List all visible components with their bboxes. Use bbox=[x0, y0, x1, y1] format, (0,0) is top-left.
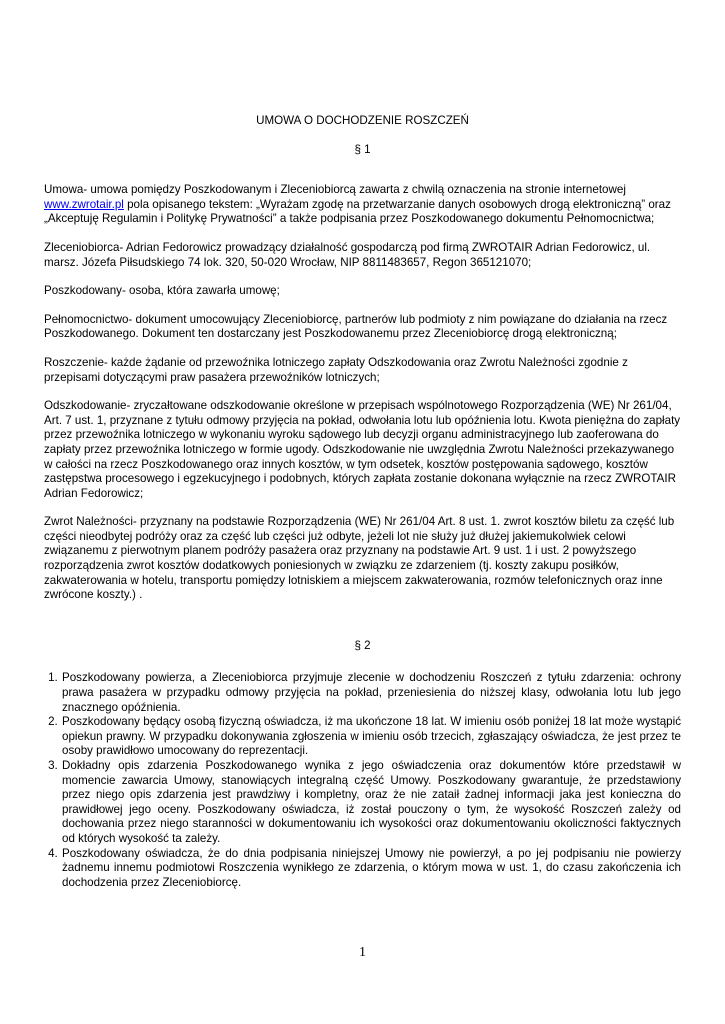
website-link[interactable]: www.zwrotair.pl bbox=[44, 197, 124, 211]
definition-odszkodowanie: Odszkodowanie- zryczałtowane odszkodowanie określone w przepisach wspólnotowego Rozporządzenia (WE) Nr 261/04, Art. 7 ust. 1, przyznane z tytułu odmowy przyjęcia na pokład, odwołania lotu lub opóźnienia lotu. Kwota pieniężna do zapłaty przez przewoźnika lotniczego w wykonaniu wyroku sądowego lub decyzji organu administracyjnego lub zaoferowana do zapłaty przez przewoźnika lotniczego w formie ugody. Odszkodowanie nie uwzględnia Zwrotu Należności przekazywanego w całości na rzecz Poszkodowanego oraz innych kosztów, w tym odsetek, kosztów postępowania sądowego, kosztów zastępstwa procesowego i egzekucyjnego i podobnych, których zapłata zostanie dokonana wyłącznie na rzecz ZWROTAIR Adrian Fedorowicz; bbox=[44, 399, 681, 500]
definition-pelnomocnictwo: Pełnomocnictwo- dokument umocowujący Zleceniobiorcę, partnerów lub podmioty z nim powiązane do działania na rzecz Poszkodowanego. Dokument ten dostarczany jest Poszkodowanemu przez Zleceniobiorcę drogą elektroniczną; bbox=[44, 312, 668, 341]
list-item: 4. Poszkodowany oświadcza, że do dnia podpisania niniejszej Umowy nie powierzył, a po jej podpisaniu nie powierzy żadnemu innemu podmiotowi Roszczenia wynikłego ze zdarzenia, o którym mowa w ust. 1, do czasu zakończenia ich dochodzenia przez Zleceniobiorcę. bbox=[61, 847, 681, 891]
definition-poszkodowany: Poszkodowany- osoba, która zawarła umowę; bbox=[44, 284, 280, 298]
list-item: 3. Dokładny opis zdarzenia Poszkodowanego wynika z jego oświadczenia oraz dokumentów które przedstawił w momencie zawarcia Umowy, stanowiących integralną część Umowy. Poszkodowany gwarantuje, że przedstawiony przez niego opis zdarzenia jest prawdziwy i kompletny, oraz że nie zataił żadnej informacji jaka jest konieczna do prawidłowej jego oceny. Poszkodowany oświadcza, iż został pouczony o tym, że wysokość Roszczeń zależy od dochowania przez niego staranności w dokumentowaniu ich wysokości oraz dokumentowaniu okoliczności faktycznych od których wysokość ta zależy. bbox=[61, 759, 681, 847]
section-2-list bbox=[44, 671, 681, 890]
definition-umowa-text-cont: pola opisanego tekstem: „Wyrażam zgodę na przetwarzanie danych osobowych drogą elektroniczną” oraz „Akceptuję Regulamin i Politykę Prywatności” a także podpisania przez Poszkodowanego dokumentu Pełnomocnictwa; bbox=[44, 197, 671, 226]
page-number: 1 bbox=[359, 945, 366, 960]
definition-zwrot-naleznosci: Zwrot Należności- przyznany na podstawie Rozporządzenia (WE) Nr 261/04 Art. 8 ust. 1. zwrot kosztów biletu za część lub części nieodbytej podróży oraz za część lub części już odbyte, jeżeli lot nie służy już dłużej jakiemukolwiek celowi związanemu z pierwotnym planem podróży pasażera oraz przyznany na podstawie Art. 9 ust. 1 i ust. 2 powyższego rozporządzenia zwrot kosztów dodatkowych poniesionych w związku ze zdarzeniem (tj. koszty zakupu posiłków, zakwaterowania w hotelu, transportu pomiędzy lotniskiem a miejscem zakwaterowania, rozmów telefonicznych oraz inne zwrócone koszty.) . bbox=[44, 515, 675, 602]
definition-zleceniobiorca: Zleceniobiorca- Adrian Fedorowicz prowadzący działalność gospodarczą pod firmą ZWROTAIR Adrian Fedorowicz, ul. marsz. Józefa Piłsudskiego 74 lok. 320, 50-020 Wrocław, NIP 8811483657, Regon 365121070; bbox=[44, 240, 651, 269]
definition-roszczenie: Roszczenie- każde żądanie od przewoźnika lotniczego zapłaty Odszkodowania oraz Zwrotu Należności zgodnie z przepisami dotyczącymi praw pasażera przewoźników lotniczych; bbox=[44, 355, 628, 384]
list-item: 2. Poszkodowany będący osobą fizyczną oświadcza, iż ma ukończone 18 lat. W imieniu osób poniżej 18 lat może wystąpić opiekun prawny. W przypadku dokonywania zgłoszenia w imieniu osób trzecich, zgłaszający oświadcza, że jest przez te osoby prawidłowo umocowany do reprezentacji. bbox=[61, 715, 681, 759]
section-1-heading: § 1 bbox=[354, 142, 371, 156]
document-title: UMOWA O DOCHODZENIE ROSZCZEŃ bbox=[256, 114, 469, 127]
definition-umowa bbox=[44, 183, 681, 227]
list-item: 1. Poszkodowany powierza, a Zleceniobiorca przyjmuje zlecenie w dochodzeniu Roszczeń z tytułu zdarzenia: ochrony prawa pasażera w przypadku odmowy przyjęcia na pokład, przeniesienia do niższej klasy, odwołania lotu lub jego znacznego opóźnienia. bbox=[61, 671, 681, 715]
section-2-heading: § 2 bbox=[354, 638, 371, 652]
definition-umowa-text: Umowa- umowa pomiędzy Poszkodowanym i Zleceniobiorcą zawarta z chwilą oznaczenia na stronie internetowej bbox=[44, 183, 626, 197]
